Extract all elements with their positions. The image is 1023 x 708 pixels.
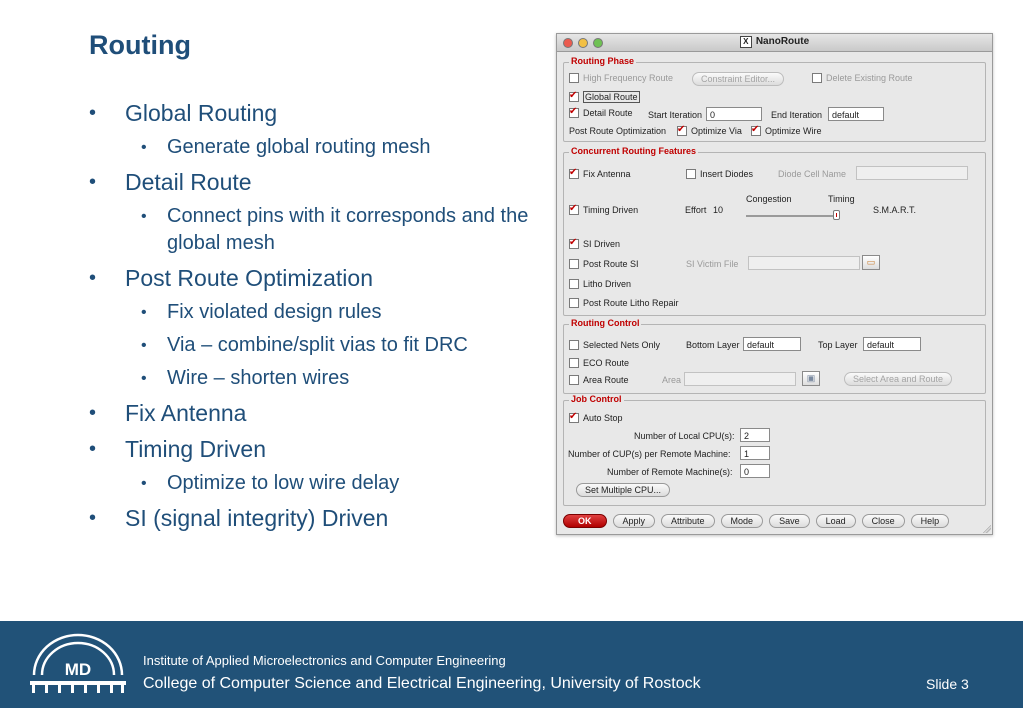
- top-layer-input[interactable]: default: [863, 337, 921, 351]
- area-select-icon[interactable]: ▣: [802, 371, 820, 386]
- bullet-item: • Detail Route: [89, 167, 539, 197]
- sub-bullet-item: • Connect pins with it corresponds and the global mesh: [135, 203, 539, 257]
- routing-phase-group: [563, 56, 986, 142]
- effort-slider-handle[interactable]: [833, 210, 840, 220]
- close-button[interactable]: Close: [862, 514, 905, 528]
- detail-route-checkbox[interactable]: ✔ Detail Route: [569, 108, 633, 118]
- sub-bullet-item: • Wire – shorten wires: [135, 365, 539, 392]
- bullet-list: [89, 98, 539, 539]
- sub-bullet-item: • Fix violated design rules: [135, 299, 539, 326]
- effort-label: Effort: [685, 205, 707, 215]
- post-route-optimization-label: Post Route Optimization: [569, 126, 667, 136]
- si-driven-checkbox[interactable]: ✔ SI Driven: [569, 239, 620, 249]
- diode-cell-name-input[interactable]: [856, 166, 968, 180]
- smart-label: S.M.A.R.T.: [873, 205, 917, 215]
- sub-bullet-item: • Optimize to low wire delay: [135, 470, 539, 497]
- end-iteration-input[interactable]: default: [828, 107, 884, 121]
- bottom-layer-label: Bottom Layer: [686, 340, 740, 350]
- constraint-editor-button[interactable]: Constraint Editor...: [692, 72, 784, 86]
- top-layer-label: Top Layer: [818, 340, 858, 350]
- bullet-item: • Fix Antenna: [89, 398, 539, 428]
- cup-per-remote-label: Number of CUP(s) per Remote Machine:: [568, 449, 731, 459]
- post-route-si-checkbox[interactable]: Post Route SI: [569, 259, 639, 269]
- institute-name: Institute of Applied Microelectronics and Computer Engineering: [143, 653, 506, 668]
- concurrent-routing-label: Concurrent Routing Features: [571, 146, 697, 156]
- x11-icon: X: [740, 36, 752, 48]
- job-control-group: [563, 394, 986, 506]
- litho-driven-checkbox[interactable]: Litho Driven: [569, 279, 631, 289]
- nanoroute-dialog: [556, 33, 993, 535]
- routing-control-label: Routing Control: [571, 318, 640, 328]
- optimize-via-checkbox[interactable]: ✔ Optimize Via: [677, 126, 742, 136]
- titlebar: [557, 34, 992, 52]
- job-control-label: Job Control: [571, 394, 622, 404]
- ok-button[interactable]: OK: [563, 514, 607, 528]
- si-victim-file-label: SI Victim File: [686, 259, 739, 269]
- bullet-item: • Global Routing: [89, 98, 539, 128]
- remote-machines-label: Number of Remote Machine(s):: [607, 467, 733, 477]
- help-button[interactable]: Help: [911, 514, 950, 528]
- cup-per-remote-input[interactable]: 1: [740, 446, 770, 460]
- effort-slider[interactable]: [746, 215, 840, 217]
- end-iteration-label: End Iteration: [771, 110, 823, 120]
- eco-route-checkbox[interactable]: ECO Route: [569, 358, 629, 368]
- footer: [0, 621, 1023, 708]
- local-cpus-input[interactable]: 2: [740, 428, 770, 442]
- insert-diodes-checkbox[interactable]: Insert Diodes: [686, 169, 753, 179]
- auto-stop-checkbox[interactable]: ✔ Auto Stop: [569, 413, 623, 423]
- area-label: Area: [662, 375, 682, 385]
- attribute-button[interactable]: Attribute: [661, 514, 715, 528]
- routing-phase-label: Routing Phase: [571, 56, 635, 66]
- congestion-label: Congestion: [746, 194, 792, 204]
- save-button[interactable]: Save: [769, 514, 810, 528]
- college-name: College of Computer Science and Electrical Engineering, University of Rostock: [143, 675, 701, 692]
- fix-antenna-checkbox[interactable]: ✔ Fix Antenna: [569, 169, 631, 179]
- diode-cell-name-label: Diode Cell Name: [778, 169, 847, 179]
- optimize-wire-checkbox[interactable]: ✔ Optimize Wire: [751, 126, 822, 136]
- university-logo: [28, 631, 128, 697]
- bottom-layer-input[interactable]: default: [743, 337, 801, 351]
- post-route-litho-repair-checkbox[interactable]: Post Route Litho Repair: [569, 298, 679, 308]
- bullet-item: • Timing Driven: [89, 434, 539, 464]
- load-button[interactable]: Load: [816, 514, 856, 528]
- slide-title: Routing: [89, 30, 191, 60]
- sub-bullet-item: • Generate global routing mesh: [135, 134, 539, 161]
- remote-machines-input[interactable]: 0: [740, 464, 770, 478]
- timing-label: Timing: [828, 194, 855, 204]
- bullet-item: • SI (signal integrity) Driven: [89, 503, 539, 533]
- global-route-checkbox[interactable]: ✔ Global Route: [569, 91, 640, 103]
- logo-text: MD: [64, 660, 92, 679]
- bullet-item: • Post Route Optimization: [89, 263, 539, 293]
- resize-grip-icon[interactable]: [983, 525, 991, 533]
- select-area-and-route-button[interactable]: Select Area and Route: [844, 372, 952, 386]
- sub-bullet-item: • Via – combine/split vias to fit DRC: [135, 332, 539, 359]
- set-multiple-cpu-button[interactable]: Set Multiple CPU...: [576, 483, 670, 497]
- concurrent-routing-group: [563, 146, 986, 316]
- window-title: X NanoRoute: [557, 36, 992, 48]
- effort-value: 10: [713, 205, 724, 215]
- slide-number: Slide 3: [926, 676, 969, 692]
- folder-icon[interactable]: ▭: [862, 255, 880, 270]
- mode-button[interactable]: Mode: [721, 514, 764, 528]
- apply-button[interactable]: Apply: [613, 514, 656, 528]
- start-iteration-label: Start Iteration: [648, 110, 703, 120]
- dialog-button-bar: [563, 514, 949, 528]
- selected-nets-only-checkbox[interactable]: Selected Nets Only: [569, 340, 660, 350]
- si-victim-file-input[interactable]: [748, 256, 860, 270]
- high-frequency-route-checkbox[interactable]: High Frequency Route: [569, 73, 673, 83]
- timing-driven-checkbox[interactable]: ✔ Timing Driven: [569, 205, 638, 215]
- area-input[interactable]: [684, 372, 796, 386]
- local-cpus-label: Number of Local CPU(s):: [634, 431, 735, 441]
- delete-existing-route-checkbox[interactable]: Delete Existing Route: [812, 73, 913, 83]
- start-iteration-input[interactable]: 0: [706, 107, 762, 121]
- area-route-checkbox[interactable]: Area Route: [569, 375, 629, 385]
- routing-control-group: [563, 318, 986, 394]
